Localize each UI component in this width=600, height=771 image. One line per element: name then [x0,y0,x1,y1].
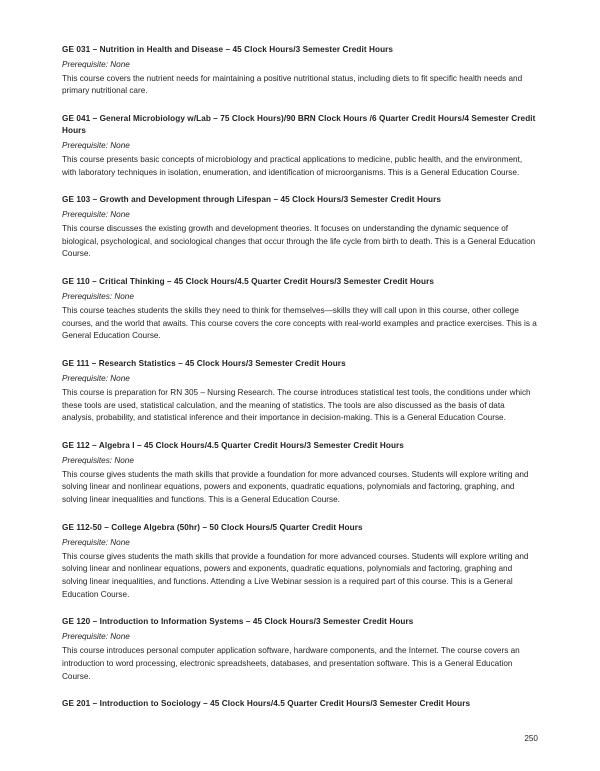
course-entry [62,44,538,98]
course-description: This course gives students the math skills that provide a foundation for more advanced courses. Students will explore writing and solving linear and nonlinear equations, powers and exponents, quadratic equations, polynomials and factoring, graphing, and solving linear inequalities and functions. This is a General Education Course. [62,469,529,505]
course-title: GE 031 – Nutrition in Health and Disease – 45 Clock Hours/3 Semester Credit Hours [62,45,394,54]
course-prerequisite: Prerequisite: None [62,210,130,220]
course-title: GE 041 – General Microbiology w/Lab – 75 Clock Hours)/90 BRN Clock Hours /6 Quarter Credit Hours/4 Semester Credit Hours [62,114,536,136]
course-description: This course is preparation for RN 305 – Nursing Research. The course introduces statistical test tools, the conditions under which these tools are used, statistical calculation, and the meaning of statistics. The tools are also discussed as the basis of data analysis, probability, and statistical inference and their importance in decision-making. This is a General Education Course. [62,387,531,423]
course-prerequisite: Prerequisite: None [62,140,130,150]
course-entry [62,440,538,507]
course-prerequisite: Prerequisite: None [62,373,130,383]
course-title: GE 120 – Introduction to Information Systems – 45 Clock Hours/3 Semester Credit Hours [62,617,414,627]
course-entry [62,194,538,261]
course-entry [62,522,538,602]
course-entry [62,698,538,710]
course-entry [62,276,538,343]
course-prerequisite: Prerequisites: None [62,292,134,302]
course-description: This course gives students the math skills that provide a foundation for more advanced courses. Students will explore writing and solving linear and nonlinear equations, powers and exponents, quadratic equations, polynomials and factoring, graphing and solving linear inequalities, and functions. Attending a Live Webinar session is a required part of this course. This is a General Education Course. [62,551,529,599]
course-entry [62,358,538,425]
course-prerequisite: Prerequisite: None [62,59,130,69]
course-entry [62,616,538,683]
page-number: 250 [524,734,538,743]
course-title: GE 111 – Research Statistics – 45 Clock Hours/3 Semester Credit Hours [62,359,346,369]
course-title: GE 103 – Growth and Development through Lifespan – 45 Clock Hours/3 Semester Credit Hours [62,195,442,205]
course-description: This course discusses the existing growth and development theories. It focuses on understanding the dynamic sequence of biological, psychological, and sociological changes that occur through the life cycle from birth to death. This is a General Education Course. [62,224,536,259]
course-title: GE 112 – Algebra I – 45 Clock Hours/4.5 Quarter Credit Hours/3 Semester Credit Hours [62,440,404,450]
course-prerequisite: Prerequisite: None [62,632,130,642]
course-prerequisite: Prerequisites: None [62,455,134,465]
course-entry [62,113,538,179]
course-description: This course teaches students the skills they need to think for themselves—skills they will call upon in this course, other college courses, and the world that awaits. This course covers the core concepts with real-world examples and practice exercises. This is a General Education Course. [62,305,537,341]
course-description: This course presents basic concepts of microbiology and practical applications to medicine, public health, and the environment, with laboratory techniques in isolation, enumeration, and identification of microorganisms. This is a General Education Course. [62,154,523,177]
course-description: This course introduces personal computer application software, hardware components, and the Internet. The course covers an introduction to word processing, electronic spreadsheets, databases, and presentation software. This is a General Education Course. [62,646,520,681]
course-title: GE 110 – Critical Thinking – 45 Clock Hours/4.5 Quarter Credit Hours/3 Semester Credit Hours [62,277,435,287]
course-prerequisite: Prerequisite: None [62,537,130,547]
course-description: This course covers the nutrient needs for maintaining a positive nutritional status, including diets to fit specific health needs and primary nutritional care. [62,73,523,96]
course-title: GE 112-50 – College Algebra (50hr) – 50 Clock Hours/5 Quarter Credit Hours [62,522,363,532]
course-title: GE 201 – Introduction to Sociology – 45 Clock Hours/4.5 Quarter Credit Hours/3 Semester Credit Hours [62,699,471,709]
